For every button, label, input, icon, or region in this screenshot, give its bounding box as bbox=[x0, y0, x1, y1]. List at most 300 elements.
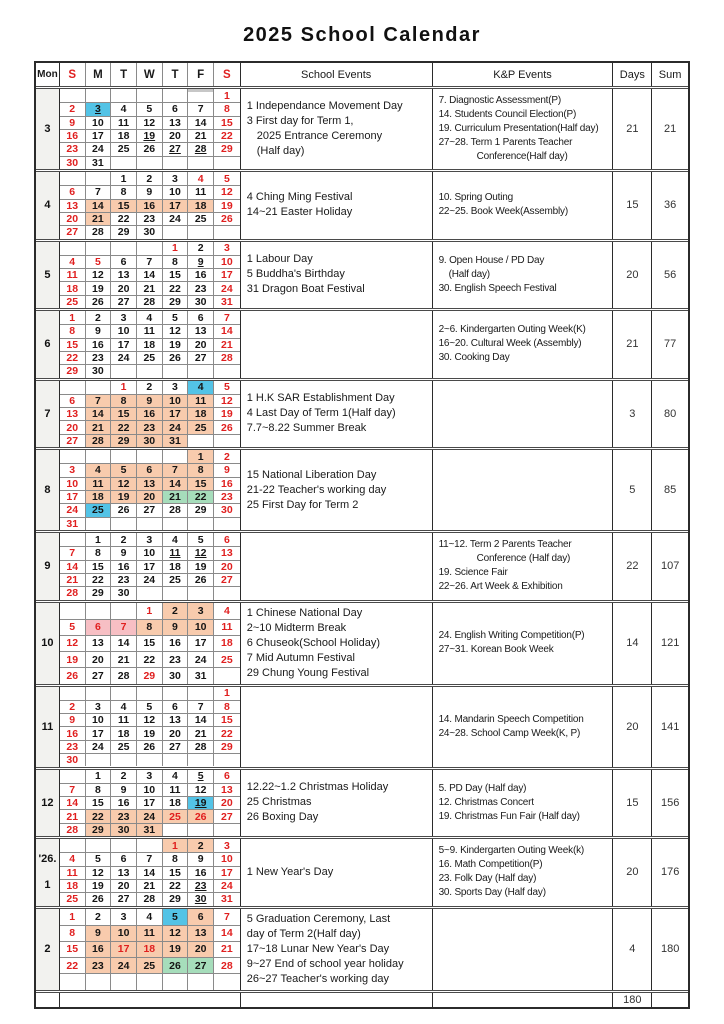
day-cell: 6 bbox=[163, 700, 189, 713]
day-cell: 20 bbox=[163, 726, 189, 739]
kp-event-line: 10. Spring Outing bbox=[438, 192, 513, 204]
day-cell bbox=[214, 156, 240, 169]
day-cell bbox=[60, 381, 86, 394]
day-cell: 3 bbox=[223, 242, 230, 255]
day-cell bbox=[137, 156, 163, 169]
day-cell: 29 bbox=[163, 892, 189, 905]
day-cell: 26 bbox=[214, 420, 240, 433]
kp-events-cell bbox=[433, 839, 614, 906]
day-cell: 4 bbox=[111, 700, 137, 713]
day-cell: 2 bbox=[188, 242, 214, 255]
day-cell: 8 bbox=[60, 324, 86, 337]
month-label: 10 bbox=[41, 637, 54, 649]
day-cell: 13 bbox=[188, 324, 214, 337]
day-cell: 16 bbox=[188, 268, 214, 281]
month-label-cell bbox=[36, 533, 60, 600]
day-cell: 24 bbox=[86, 142, 112, 155]
day-cell bbox=[111, 89, 137, 102]
day-cell: 8 bbox=[111, 185, 137, 198]
day-cell: 15 bbox=[86, 560, 112, 573]
day-cell: 1 bbox=[163, 242, 189, 255]
day-cell: 27 bbox=[60, 225, 86, 238]
day-cell bbox=[60, 242, 86, 255]
kp-events-cell bbox=[433, 533, 614, 600]
month-label-cell bbox=[36, 172, 60, 239]
day-cell: 23 bbox=[214, 490, 240, 503]
month-label-cell bbox=[36, 770, 60, 837]
sum-cell: 80 bbox=[664, 407, 677, 420]
day-cell: 3 bbox=[86, 700, 112, 713]
day-cell: 21 bbox=[86, 420, 112, 433]
day-cell bbox=[188, 586, 214, 599]
school-event-line: 3 First day for Term 1, bbox=[246, 115, 354, 127]
day-cell bbox=[214, 823, 240, 836]
day-cell: 9 bbox=[137, 185, 163, 198]
mini-calendar bbox=[60, 450, 241, 530]
day-cell: 23 bbox=[60, 142, 86, 155]
day-cell bbox=[163, 89, 189, 102]
day-cell: 23 bbox=[188, 281, 214, 294]
kp-events-cell bbox=[433, 311, 614, 378]
total-kp-cell bbox=[433, 993, 614, 1007]
day-cell: 30 bbox=[214, 503, 240, 516]
day-cell: 18 bbox=[137, 941, 163, 957]
mini-calendar bbox=[60, 381, 241, 448]
day-cell: 11 bbox=[188, 185, 214, 198]
kp-event-line: 30. Sports Day (Half day) bbox=[438, 887, 546, 899]
sum-cell: 21 bbox=[664, 123, 677, 135]
sum-cell: 141 bbox=[660, 720, 680, 733]
day-cell: 19 bbox=[86, 281, 112, 294]
month-section bbox=[36, 447, 688, 530]
day-cell bbox=[86, 89, 112, 102]
kp-event-line: 30. Cooking Day bbox=[438, 352, 510, 364]
day-cell: 27 bbox=[60, 434, 86, 447]
day-cell: 1 bbox=[188, 450, 214, 463]
day-cell: 13 bbox=[60, 199, 86, 212]
day-cell: 23 bbox=[188, 879, 214, 892]
school-event-line: 26 Boxing Day bbox=[246, 811, 319, 824]
day-cell: 17 bbox=[60, 490, 86, 503]
day-cell: 11 bbox=[214, 619, 240, 635]
day-cell bbox=[214, 225, 240, 238]
day-cell: 18 bbox=[163, 796, 189, 809]
day-cell bbox=[188, 156, 214, 169]
month-label: 12 bbox=[41, 796, 54, 809]
month-section bbox=[36, 239, 688, 309]
total-sum-cell bbox=[652, 993, 688, 1007]
school-events-cell bbox=[241, 381, 433, 448]
day-cell bbox=[86, 450, 112, 463]
total-school-cell bbox=[241, 993, 433, 1007]
day-cell: 14 bbox=[60, 796, 86, 809]
day-cell: 15 bbox=[60, 941, 86, 957]
day-cell: 27 bbox=[111, 892, 137, 905]
day-cell: 20 bbox=[214, 796, 240, 809]
day-cell: 3 bbox=[163, 381, 189, 394]
day-cell: 15 bbox=[86, 796, 112, 809]
sum-cell: 107 bbox=[660, 560, 680, 573]
day-cell: 4 bbox=[163, 770, 189, 783]
day-cell: 11 bbox=[188, 394, 214, 407]
day-cell bbox=[188, 823, 214, 836]
kp-event-line: 12. Christmas Concert bbox=[438, 796, 534, 808]
day-cell: 1 bbox=[86, 770, 112, 783]
day-cell: 4 bbox=[86, 463, 112, 476]
day-cell: 13 bbox=[111, 866, 137, 879]
school-events-cell bbox=[241, 533, 433, 600]
day-cell: 3 bbox=[111, 311, 137, 324]
day-cell: 14 bbox=[86, 407, 112, 420]
school-event-line: 1 H.K SAR Establishment Day bbox=[246, 392, 395, 405]
day-cell: 3 bbox=[223, 839, 230, 852]
day-cell: 12 bbox=[188, 546, 214, 559]
day-cell bbox=[188, 973, 214, 989]
day-cell: 10 bbox=[111, 925, 137, 941]
day-cell: 11 bbox=[60, 268, 86, 281]
day-cell bbox=[137, 839, 163, 852]
school-event-line: 2~10 Midterm Break bbox=[246, 621, 347, 634]
school-event-line: 25 Christmas bbox=[246, 796, 312, 809]
day-cell bbox=[214, 364, 240, 377]
school-event-line: 1 Labour Day bbox=[246, 253, 313, 266]
day-cell: 6 bbox=[223, 770, 230, 783]
day-cell: 5 bbox=[111, 463, 137, 476]
day-cell: 7 bbox=[137, 255, 163, 268]
day-cell: 1 bbox=[60, 311, 86, 324]
day-cell: 25 bbox=[60, 892, 86, 905]
day-cell: 6 bbox=[188, 909, 214, 925]
kp-event-line: 5~9. Kindergarten Outing Week(k) bbox=[438, 845, 585, 857]
day-cell: 4 bbox=[137, 311, 163, 324]
day-cell bbox=[163, 823, 189, 836]
kp-event-line: 19. Christmas Fun Fair (Half day) bbox=[438, 810, 580, 822]
day-cell bbox=[188, 517, 214, 530]
kp-events-cell bbox=[433, 242, 614, 309]
day-cell: 8 bbox=[163, 852, 189, 865]
days-cell: 20 bbox=[613, 839, 652, 906]
school-event-line: 26~27 Teacher's working day bbox=[246, 972, 389, 985]
day-cell: 5 bbox=[163, 909, 189, 925]
sum-cell: 36 bbox=[664, 199, 677, 212]
day-cell bbox=[188, 687, 214, 700]
day-cell bbox=[86, 172, 112, 185]
day-cell bbox=[111, 156, 137, 169]
kp-events-cell bbox=[433, 603, 614, 684]
day-cell: 12 bbox=[111, 477, 137, 490]
day-cell: 29 bbox=[111, 434, 137, 447]
day-cell: 11 bbox=[137, 925, 163, 941]
day-cell: 15 bbox=[137, 635, 163, 651]
day-cell: 6 bbox=[223, 533, 230, 546]
school-event-line: 5 Graduation Ceremony, Last bbox=[246, 912, 391, 925]
day-cell: 26 bbox=[188, 809, 214, 822]
day-cell: 5 bbox=[188, 770, 214, 783]
day-cell: 11 bbox=[163, 783, 189, 796]
day-cell: 29 bbox=[86, 823, 112, 836]
day-cell: 23 bbox=[163, 651, 189, 667]
day-cell: 9 bbox=[111, 546, 137, 559]
kp-event-line: Conference(Half day) bbox=[476, 151, 568, 162]
day-cell: 19 bbox=[86, 879, 112, 892]
month-section bbox=[36, 308, 688, 378]
kp-event-line: 27~28. Term 1 Parents Teacher bbox=[438, 137, 573, 148]
sum-cell: 176 bbox=[660, 866, 680, 879]
month-label: 5 bbox=[44, 268, 51, 281]
day-cell bbox=[86, 381, 112, 394]
day-cell: 2 bbox=[137, 172, 163, 185]
day-cell: 3 bbox=[188, 603, 214, 619]
month-label-cell bbox=[36, 909, 60, 990]
day-cell: 10 bbox=[163, 185, 189, 198]
kp-events-cell bbox=[433, 381, 614, 448]
day-cell bbox=[111, 839, 137, 852]
day-cell: 30 bbox=[137, 434, 163, 447]
month-section bbox=[36, 378, 688, 448]
day-cell bbox=[60, 839, 86, 852]
day-cell bbox=[163, 517, 189, 530]
day-cell: 8 bbox=[111, 394, 137, 407]
kp-event-line: Conference (Half day) bbox=[476, 553, 571, 565]
day-cell: 24 bbox=[137, 573, 163, 586]
day-cell: 8 bbox=[86, 783, 112, 796]
day-cell: 31 bbox=[60, 517, 86, 530]
day-cell: 21 bbox=[163, 490, 189, 503]
day-cell bbox=[60, 89, 86, 102]
day-cell: 21 bbox=[111, 651, 137, 667]
days-cell: 3 bbox=[613, 381, 652, 448]
day-cell: 1 bbox=[163, 839, 189, 852]
kp-event-line: 24. English Writing Competition(P) bbox=[438, 630, 585, 641]
day-cell: 13 bbox=[137, 477, 163, 490]
day-cell: 29 bbox=[111, 225, 137, 238]
day-cell bbox=[163, 225, 189, 238]
kp-event-line: 19. Science Fair bbox=[438, 567, 508, 579]
day-cell: 25 bbox=[163, 573, 189, 586]
day-cell: 30 bbox=[137, 225, 163, 238]
month-label: 4 bbox=[44, 199, 51, 212]
kp-event-line: 5. PD Day (Half day) bbox=[438, 782, 527, 794]
day-cell: 16 bbox=[137, 199, 163, 212]
day-cell bbox=[214, 973, 240, 989]
day-cell: 28 bbox=[137, 892, 163, 905]
school-event-line: 7.7~8.22 Summer Break bbox=[246, 422, 367, 435]
day-cell: 15 bbox=[163, 268, 189, 281]
day-cell: 2 bbox=[86, 909, 112, 925]
day-cell: 15 bbox=[60, 338, 86, 351]
day-cell: 23 bbox=[86, 351, 112, 364]
day-cell: 1 bbox=[223, 687, 230, 700]
day-cell: 26 bbox=[137, 142, 163, 155]
day-cell: 27 bbox=[163, 142, 189, 155]
day-cell: 24 bbox=[111, 957, 137, 973]
kp-events-cell bbox=[433, 687, 614, 767]
days-cell: 4 bbox=[613, 909, 652, 990]
month-label-cell bbox=[36, 242, 60, 309]
day-cell: 3 bbox=[60, 463, 86, 476]
day-cell: 24 bbox=[163, 212, 189, 225]
day-cell: 16 bbox=[60, 129, 86, 142]
day-cell: 12 bbox=[86, 866, 112, 879]
day-cell bbox=[163, 364, 189, 377]
day-cell: 12 bbox=[163, 324, 189, 337]
day-cell: 28 bbox=[214, 957, 240, 973]
day-cell: 2 bbox=[223, 450, 230, 463]
day-cell: 20 bbox=[111, 879, 137, 892]
day-cell: 22 bbox=[188, 490, 214, 503]
kp-event-line: 9. Open House / PD Day bbox=[438, 254, 545, 266]
day-cell bbox=[214, 753, 240, 766]
day-cell: 27 bbox=[214, 573, 240, 586]
day-cell: 23 bbox=[137, 420, 163, 433]
month-section bbox=[36, 600, 688, 684]
kp-event-line: 24~28. School Camp Week(K, P) bbox=[438, 727, 581, 739]
day-cell: 19 bbox=[188, 560, 214, 573]
day-cell: 20 bbox=[60, 420, 86, 433]
day-cell: 17 bbox=[111, 941, 137, 957]
day-cell: 14 bbox=[86, 199, 112, 212]
days-cell: 5 bbox=[613, 450, 652, 530]
day-cell bbox=[86, 687, 112, 700]
school-event-line: 17~18 Lunar New Year's Day bbox=[246, 942, 390, 955]
sum-cell: 77 bbox=[664, 338, 677, 351]
mini-calendar bbox=[60, 311, 241, 378]
day-cell: 12 bbox=[137, 116, 163, 129]
day-cell: 2 bbox=[137, 381, 163, 394]
header-weekday-3: W bbox=[137, 63, 163, 86]
kp-events-cell bbox=[433, 909, 614, 990]
day-cell: 28 bbox=[163, 503, 189, 516]
header-weekday-0: S bbox=[60, 63, 86, 86]
day-cell: 5 bbox=[223, 172, 230, 185]
day-cell: 14 bbox=[214, 925, 240, 941]
day-cell bbox=[214, 667, 240, 683]
day-cell: 5 bbox=[60, 619, 86, 635]
kp-event-line: (Half day) bbox=[448, 268, 490, 280]
day-cell: 12 bbox=[137, 713, 163, 726]
day-cell: 14 bbox=[163, 477, 189, 490]
day-cell: 1 bbox=[60, 909, 86, 925]
day-cell: 9 bbox=[137, 394, 163, 407]
day-cell: 5 bbox=[86, 852, 112, 865]
day-cell bbox=[137, 89, 163, 102]
days-cell: 14 bbox=[613, 603, 652, 684]
sum-cell: 121 bbox=[660, 637, 680, 649]
day-cell: 4 bbox=[188, 381, 214, 394]
day-cell: 15 bbox=[214, 713, 240, 726]
day-cell: 16 bbox=[111, 560, 137, 573]
day-cell: 30 bbox=[188, 295, 214, 308]
day-cell: 11 bbox=[111, 713, 137, 726]
school-event-line: 31 Dragon Boat Festival bbox=[246, 283, 365, 296]
kp-event-line: 14. Students Council Election(P) bbox=[438, 109, 577, 120]
day-cell: 29 bbox=[214, 142, 240, 155]
day-cell: 2 bbox=[111, 533, 137, 546]
day-cell: 8 bbox=[214, 700, 240, 713]
day-cell: 8 bbox=[86, 546, 112, 559]
day-cell: 27 bbox=[214, 809, 240, 822]
day-cell: 7 bbox=[223, 910, 230, 923]
kp-events-cell bbox=[433, 89, 614, 169]
day-cell: 19 bbox=[163, 338, 189, 351]
day-cell: 24 bbox=[111, 351, 137, 364]
day-cell: 5 bbox=[86, 255, 112, 268]
day-cell: 26 bbox=[60, 667, 86, 683]
day-cell: 28 bbox=[111, 667, 137, 683]
header-weekday-6: S bbox=[223, 68, 231, 81]
header-weekday-2: T bbox=[111, 63, 137, 86]
day-cell: 21 bbox=[214, 338, 240, 351]
day-cell: 13 bbox=[214, 783, 240, 796]
day-cell bbox=[137, 687, 163, 700]
day-cell: 6 bbox=[60, 185, 86, 198]
day-cell: 14 bbox=[188, 713, 214, 726]
day-cell bbox=[86, 517, 112, 530]
day-cell: 11 bbox=[86, 477, 112, 490]
day-cell: 24 bbox=[86, 740, 112, 753]
day-cell: 27 bbox=[86, 667, 112, 683]
kp-event-line: 7. Diagnostic Assessment(P) bbox=[438, 95, 561, 106]
day-cell: 3 bbox=[86, 102, 112, 115]
day-cell: 23 bbox=[111, 809, 137, 822]
day-cell: 3 bbox=[137, 533, 163, 546]
day-cell: 1 bbox=[111, 172, 137, 185]
day-cell bbox=[111, 364, 137, 377]
school-event-line: 29 Chung Young Festival bbox=[246, 666, 370, 679]
kp-events-cell bbox=[433, 450, 614, 530]
days-cell: 21 bbox=[613, 89, 652, 169]
day-cell: 15 bbox=[163, 866, 189, 879]
day-cell: 26 bbox=[188, 573, 214, 586]
day-cell: 5 bbox=[163, 311, 189, 324]
day-cell: 14 bbox=[111, 635, 137, 651]
day-cell: 5 bbox=[223, 381, 230, 394]
school-event-line: 14~21 Easter Holiday bbox=[246, 206, 353, 219]
day-cell bbox=[163, 973, 189, 989]
day-cell: 29 bbox=[137, 667, 163, 683]
day-cell: 22 bbox=[163, 879, 189, 892]
header-month-col: Mon bbox=[36, 63, 60, 86]
day-cell: 18 bbox=[111, 129, 137, 142]
day-cell bbox=[163, 687, 189, 700]
day-cell: 21 bbox=[214, 941, 240, 957]
day-cell: 30 bbox=[60, 753, 86, 766]
day-cell: 27 bbox=[163, 740, 189, 753]
day-cell: 18 bbox=[111, 726, 137, 739]
day-cell: 19 bbox=[214, 199, 240, 212]
day-cell: 5 bbox=[188, 533, 214, 546]
day-cell: 20 bbox=[188, 338, 214, 351]
day-cell: 2 bbox=[188, 839, 214, 852]
day-cell bbox=[60, 603, 86, 619]
day-cell: 28 bbox=[188, 740, 214, 753]
day-cell: 14 bbox=[214, 324, 240, 337]
day-cell: 25 bbox=[137, 351, 163, 364]
day-cell: 25 bbox=[137, 957, 163, 973]
kp-event-line: 2~6. Kindergarten Outing Week(K) bbox=[438, 324, 586, 336]
day-cell: 9 bbox=[86, 925, 112, 941]
day-cell: 13 bbox=[111, 268, 137, 281]
day-cell: 15 bbox=[111, 199, 137, 212]
day-cell: 10 bbox=[188, 619, 214, 635]
day-cell: 27 bbox=[188, 957, 214, 973]
day-cell: 31 bbox=[214, 295, 240, 308]
day-cell bbox=[60, 687, 86, 700]
total-days-value: 180 bbox=[613, 993, 652, 1007]
day-cell: 29 bbox=[163, 295, 189, 308]
day-cell: 25 bbox=[214, 651, 240, 667]
mini-calendar bbox=[60, 242, 241, 309]
